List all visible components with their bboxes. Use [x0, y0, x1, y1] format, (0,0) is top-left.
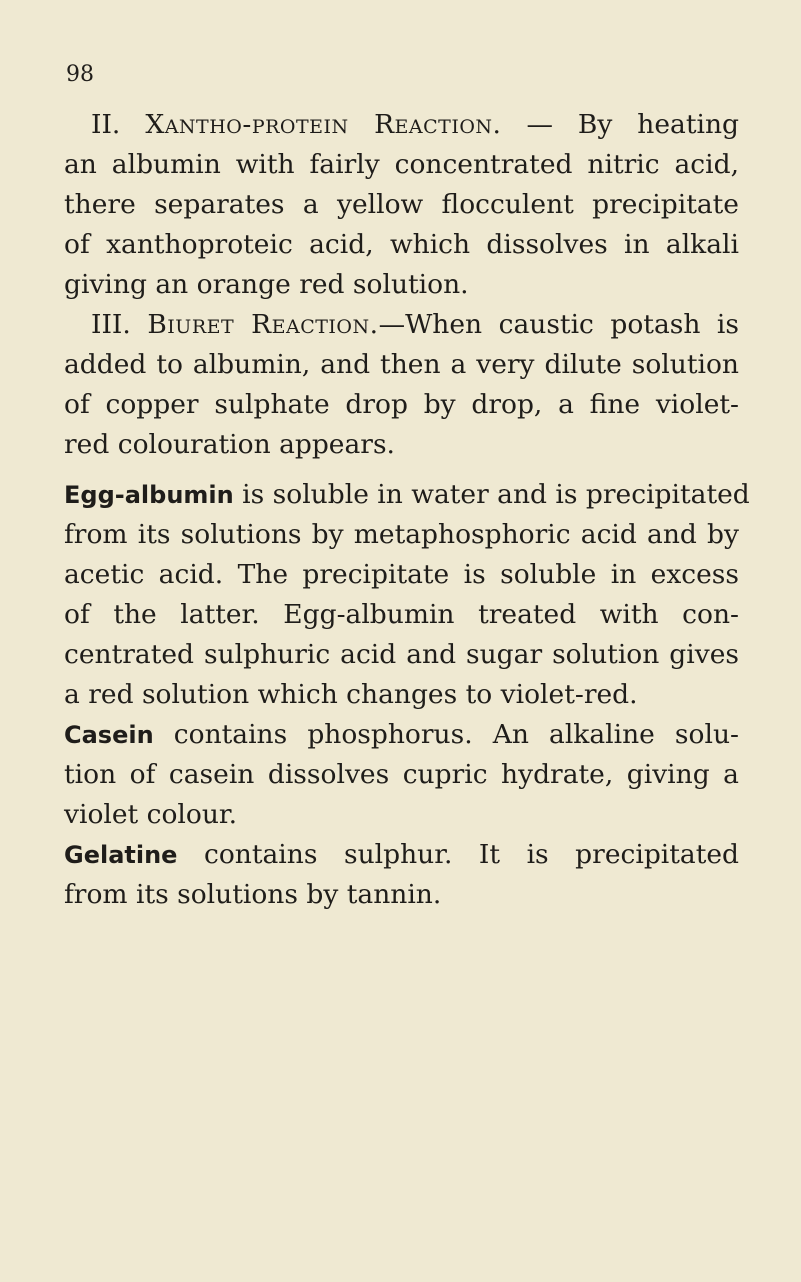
text-line: added to albumin, and then a very dilute solution [64, 349, 739, 380]
text-line: of xanthoproteic acid, which dissolves in alkali [64, 229, 739, 260]
text-line: from its solutions by tannin. [64, 879, 442, 910]
page-body [64, 105, 750, 915]
text-line: acetic acid. The precipitate is soluble in excess [64, 559, 739, 590]
text-line: tion of casein dissolves cupric hydrate, giving a [64, 759, 739, 790]
text-line: a red solution which changes to violet-red. [64, 679, 638, 710]
section-heading: Xantho-protein Reaction. [145, 109, 502, 140]
paragraph-gap [64, 465, 739, 475]
term-heading: Casein [64, 721, 154, 749]
paragraph-casein [64, 715, 739, 835]
text-line [64, 105, 739, 145]
text-line: from its solutions by metaphosphoric acid and by [64, 519, 739, 550]
text-line [64, 835, 739, 875]
term-heading: Gelatine [64, 841, 178, 869]
paragraph-egg-albumin [64, 475, 750, 715]
paragraph-gelatine [64, 835, 739, 915]
page-number: 98 [66, 62, 94, 87]
text-line: red colouration appears. [64, 429, 395, 460]
line-text: is soluble in water and is precipitated [233, 479, 750, 510]
text-line: giving an orange red solution. [64, 269, 469, 300]
term-heading: Egg-albumin [64, 481, 234, 509]
text-line: of the latter. Egg-albumin treated with con- [64, 599, 739, 630]
paragraph-biuret-reaction [64, 305, 739, 465]
section-numeral: III. [91, 309, 131, 340]
paragraph-xantho-protein-reaction [64, 105, 739, 305]
text-line [64, 475, 750, 515]
line-text: contains sulphur. It is precipitated [177, 839, 739, 870]
line-text: contains phosphorus. An alkaline solu- [153, 719, 739, 750]
text-line [64, 715, 739, 755]
section-heading: Biuret Reaction. [147, 309, 379, 340]
text-line: an albumin with fairly concentrated nitric acid, [64, 149, 739, 180]
text-line: there separates a yellow flocculent precipitate [64, 189, 739, 220]
text-line: of copper sulphate drop by drop, a fine violet- [64, 389, 739, 420]
line-text: —When caustic potash is [378, 309, 739, 340]
text-line [64, 305, 739, 345]
text-line: centrated sulphuric acid and sugar solution gives [64, 639, 739, 670]
line-text: — By heating [526, 109, 739, 140]
text-line: violet colour. [64, 799, 238, 830]
section-numeral: II. [91, 109, 121, 140]
